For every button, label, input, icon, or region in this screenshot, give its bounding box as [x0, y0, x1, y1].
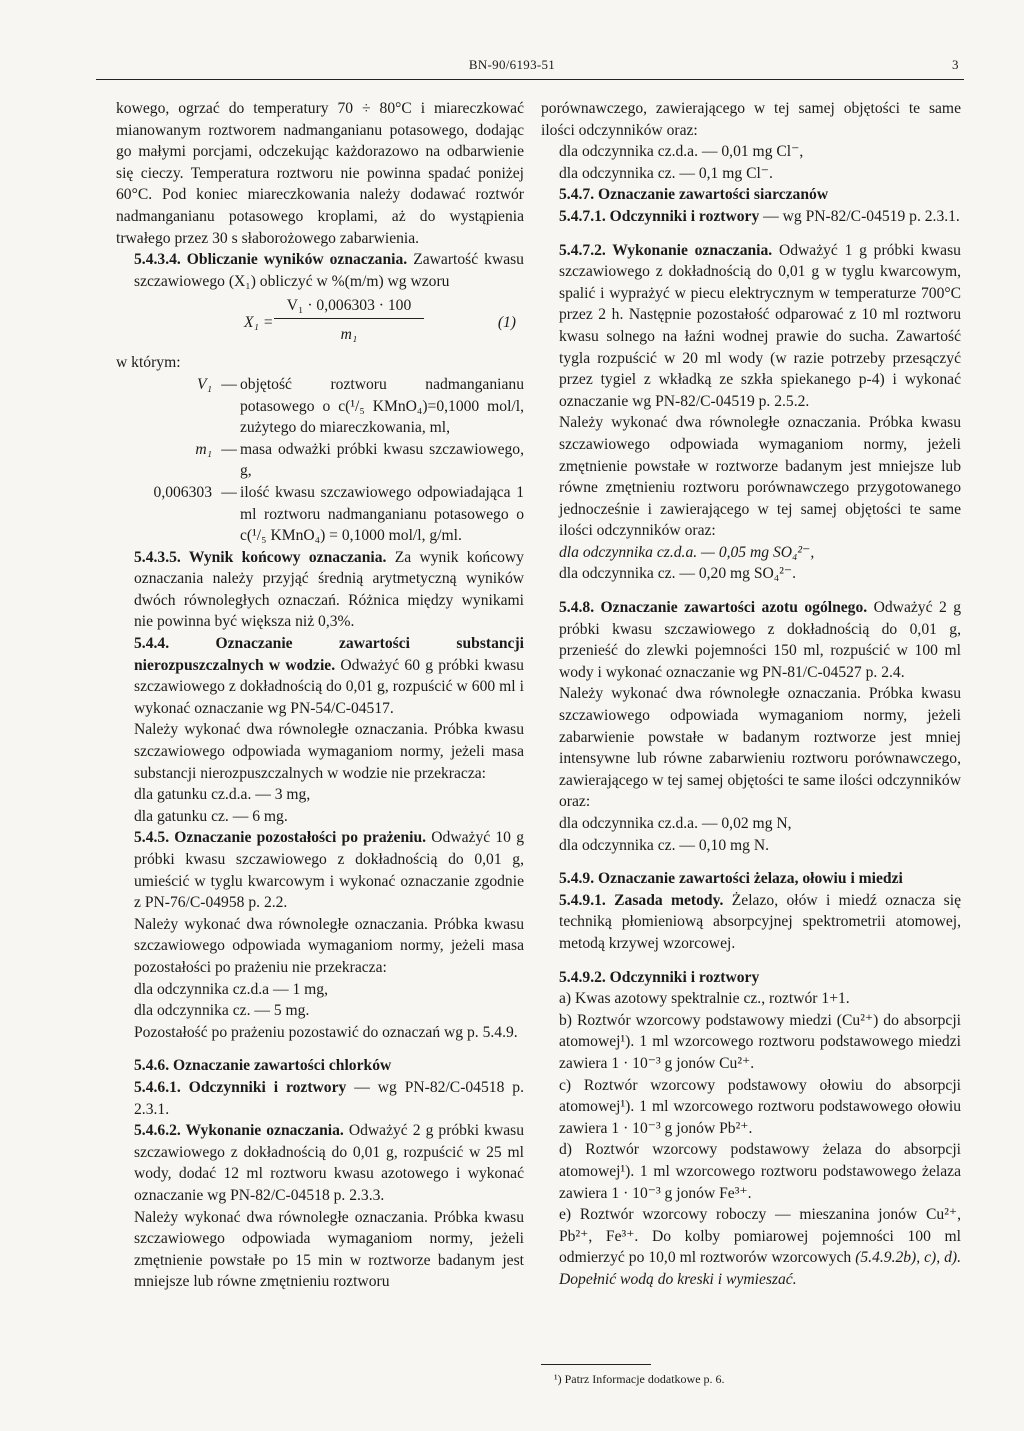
spacer — [116, 1043, 524, 1055]
section-heading: 5.4.9.1. Zasada metody. — [559, 891, 724, 909]
limit-item: dla odczynnika cz.d.a. — 0,02 mg N, — [559, 815, 792, 832]
dash: — — [221, 440, 237, 458]
definition-symbol: V₁ — [197, 375, 212, 393]
limit-item: dla odczynnika cz.d.a. — 0,05 mg SO₄²⁻, — [559, 543, 815, 561]
section-text: Odważyć 10 g próbki kwasu szczawiowego z dokładnością do 0,01 g, umieścić w tyglu kwarcowym i wykonać oznaczanie zgodnie z PN-76/C-04958 p. 2.2. — [134, 829, 524, 912]
where-label: w którym: — [116, 354, 181, 372]
page-number: 3 — [952, 57, 959, 72]
reagent-item: d) Roztwór wzorcowy podstawowy żelaza do absorpcji atomowej¹). 1 ml wzorcowego roztworu podstawowego żelaza zawiera 1 · 10⁻³ g jonów Fe³⁺. — [559, 1141, 961, 1202]
formula-numerator: V₁ · 0,006303 · 100 — [286, 297, 412, 315]
section-5471 — [541, 206, 961, 228]
section-text: Odważyć 2 g próbki kwasu szczawiowego z dokładnością do 0,01 g, rozpuścić w 25 ml wody, dodać 12 ml roztworu kwasu azotowego i wykonać oznaczanie wg PN-82/C-04518 p. 2.3.3. — [134, 1122, 524, 1204]
limit-item: dla odczynnika cz.d.a. — 0,01 mg Cl⁻, — [559, 143, 804, 161]
limit-item: dla odczynnika cz. — 0,20 mg SO₄²⁻. — [559, 565, 797, 583]
section-5461 — [116, 1077, 524, 1120]
section-544 — [116, 633, 524, 719]
spacer — [541, 585, 961, 597]
fraction-bar — [274, 318, 424, 319]
definition-item — [116, 374, 524, 439]
spacer — [541, 955, 961, 967]
limit-item: dla odczynnika cz. — 5 mg. — [134, 1002, 310, 1020]
section-heading: 5.4.8. Oznaczanie zawartości azotu ogólnego. — [559, 599, 868, 617]
limit-item: dla odczynnika cz.d.a — 1 mg, — [134, 980, 328, 998]
spacer — [541, 228, 961, 240]
definition-symbol: 0,006303 — [153, 483, 212, 501]
reagent-item: c) Roztwór wzorcowy podstawowy ołowiu do absorpcji atomowej¹). 1 ml wzorcowego roztworu podstawowego ołowiu zawiera 1 · 10⁻³ g jonów Pb²⁺. — [559, 1076, 961, 1137]
section-5434 — [116, 249, 524, 292]
paragraph: porównawczego, zawierającego w tej samej objętości te same ilości odczynników oraz: — [541, 100, 961, 139]
definition-text: ilość kwasu szczawiowego odpowiadająca 1 ml roztworu nadmanganianu potasowego o c(¹/₅ KMnO₄) = 0,1000 mol/l, g/ml. — [240, 483, 524, 545]
section-heading: 5.4.6.1. Odczynniki i roztwory — [134, 1078, 347, 1096]
dash: — — [221, 375, 237, 393]
paragraph: Należy wykonać dwa równoległe oznaczania. Próbka kwasu szczawiowego odpowiada wymaganiom normy, jeżeli zabarwienie powstałe w badanym roztworze jest mniej intensywne lub równe zabarwieniu roztworu porównawczego, zawierającego w tej samej objętości te same ilości odczynników oraz: — [559, 685, 961, 811]
paragraph: Należy wykonać dwa równoległe oznaczania. Próbka kwasu szczawiowego odpowiada wymaganiom normy, jeżeli zmętnienie powstałe po 15 min w roztworze badanym jest mniejsze lub równe zmętnieniu roztworu — [134, 1208, 524, 1291]
reagent-text: e) Roztwór wzorcowy roboczy — mieszanina jonów Cu²⁺, Pb²⁺, Fe³⁺. Do kolby pomiarowej pojemności 100 ml odmierzyć po 10,0 ml roztworów wzorcowych — [559, 1206, 961, 1267]
section-5472 — [541, 240, 961, 413]
reagent-item: a) Kwas azotowy spektralnie cz., roztwór 1+1. — [559, 990, 850, 1008]
section-text: Odważyć 1 g próbki kwasu szczawiowego z dokładnością do 0,01 g w tyglu kwarcowym, spalić i wyprażyć w piecu elektrycznym w temperaturze 700°C przez 2 h. Następnie pozostałość odparować z 10 ml roztworu kwasu solnego na łaźni wodnej prawie do sucha. Zawartość tygla rozpuścić w 20 ml wody (w razie potrzeby przesączyć przez tygiel z wkładką ze szkła spiekanego p-4) i wykonać oznaczanie wg PN-82/C-04519 p. 2.5.2. — [559, 241, 961, 410]
section-text: Żelazo, ołów i miedź oznacza się techniką płomieniową absorpcyjnej spektrometrii atomowej, metodą krzywej wzorcowej. — [559, 891, 961, 952]
section-text: Odważyć 60 g próbki kwasu szczawiowego z dokładnością do 0,01 g, rozpuścić w 600 ml i wykonać oznaczanie wg PN-54/C-04517. — [134, 656, 524, 717]
limit-item: dla odczynnika cz. — 0,1 mg Cl⁻. — [559, 164, 773, 182]
section-5435 — [116, 547, 524, 633]
section-545 — [116, 827, 524, 913]
paragraph: kowego, ogrzać do temperatury 70 ÷ 80°C i miareczkować mianowanym roztworem nadmanganianu potasowego, dodając go małymi porcjami, odczekując każdorazowo na odbarwienie się cieczy. Temperatura roztworu nie powinna spadać poniżej 60°C. Pod koniec miareczkowania należy dodawać roztwór nadmanganianu potasowego kroplami, aż do wystąpienia trwałego przez 30 s słaborożowego zabarwienia. — [116, 100, 524, 247]
definition-item — [116, 439, 524, 482]
paragraph: Należy wykonać dwa równoległe oznaczania. Próbka kwasu szczawiowego odpowiada wymaganiom normy, jeżeli masa substancji nierozpuszczalnych w wodzie nie przekracza: — [134, 721, 524, 782]
left-column — [116, 98, 524, 1293]
section-heading: 5.4.7. Oznaczanie zawartości siarczanów — [559, 186, 829, 204]
definition-item — [116, 482, 524, 547]
section-heading: 5.4.6. Oznaczanie zawartości chlorków — [134, 1057, 392, 1075]
reagent-item — [541, 1204, 961, 1290]
footnote-rule — [541, 1364, 651, 1365]
section-heading: 5.4.6.2. Wykonanie oznaczania. — [134, 1122, 344, 1140]
formula-lhs: X₁ = — [244, 314, 274, 332]
section-text: Za wynik końcowy oznaczania należy przyjąć średnią arytmetyczną wyników dwóch równoległych oznaczań. Różnica między wynikami nie powinna być większa niż 0,3%. — [134, 548, 524, 631]
section-heading: 5.4.4. Oznaczanie zawartości substancji nierozpuszczalnych w wodzie. — [134, 635, 524, 674]
dash: — — [221, 483, 237, 501]
section-heading: 5.4.3.5. Wynik końcowy oznaczania. — [134, 548, 387, 566]
section-text: Zawartość kwasu szczawiowego (X₁) obliczyć w %(m/m) wg wzoru — [134, 251, 524, 290]
formula-denominator: m₁ — [340, 326, 358, 344]
limit-item: dla gatunku cz. — 6 mg. — [134, 807, 288, 825]
paragraph: Należy wykonać dwa równoległe oznaczania. Próbka kwasu szczawiowego odpowiada wymaganiom normy, jeżeli masa pozostałości po prażeniu nie przekracza: — [134, 915, 524, 976]
section-text: — wg PN-82/C-04518 p. 2.3.1. — [134, 1078, 524, 1118]
reagent-text-italic: (5.4.9.2b), c), d). Dopełnić wodą do kreski i wymieszać. — [559, 1249, 961, 1288]
section-heading: 5.4.7.2. Wykonanie oznaczania. — [559, 241, 773, 259]
section-text: Odważyć 2 g próbki kwasu szczawiowego z dokładnością do 0,01 g, przenieść do zlewki pojemności 150 ml, rozpuścić w 100 ml wody i wykonać oznaczanie wg PN-81/C-04527 p. 2.4. — [559, 599, 961, 681]
section-5462 — [116, 1120, 524, 1206]
limit-item: dla gatunku cz.d.a. — 3 mg, — [134, 786, 311, 804]
section-text: — wg PN-82/C-04519 p. 2.3.1. — [763, 207, 960, 225]
definition-text: objętość roztworu nadmanganianu potasowego o c(¹/₅ KMnO₄)=0,1000 mol/l, zużytego do miareczkowania, ml, — [240, 375, 524, 437]
definition-symbol: m₁ — [195, 440, 212, 458]
section-heading: 5.4.7.1. Odczynniki i roztwory — [559, 207, 760, 225]
footnote: ¹) Patrz Informacje dodatkowe p. 6. — [554, 1372, 725, 1386]
paragraph: Pozostałość po prażeniu pozostawić do oznaczań wg p. 5.4.9. — [134, 1023, 518, 1041]
reagent-item: b) Roztwór wzorcowy podstawowy miedzi (Cu²⁺) do absorpcji atomowej¹). 1 ml wzorcowego roztworu podstawowego miedzi zawiera 1 · 10⁻³ g jonów Cu²⁺. — [559, 1011, 961, 1072]
document-code: BN-90/6193-51 — [468, 57, 556, 72]
paragraph: Należy wykonać dwa równoległe oznaczania. Próbka kwasu szczawiowego odpowiada wymaganiom normy, jeżeli zmętnienie powstałe w roztworze badanym jest mniejsze lub równe zmętnieniu roztworu porównawczego przygotowanego jednocześnie i zawierającego w tej samej objętości te same ilości odczynników oraz: — [559, 414, 961, 540]
right-column — [541, 98, 961, 1290]
spacer — [541, 856, 961, 868]
section-heading: 5.4.5. Oznaczanie pozostałości po prażeniu. — [134, 829, 427, 847]
header-rule — [96, 79, 964, 80]
formula-number: (1) — [497, 314, 516, 332]
limit-item: dla odczynnika cz. — 0,10 mg N. — [559, 836, 770, 854]
definitions-list — [116, 374, 524, 547]
section-heading: 5.4.3.4. Obliczanie wyników oznaczania. — [134, 251, 408, 269]
section-5491 — [541, 890, 961, 955]
section-548 — [541, 597, 961, 683]
section-heading: 5.4.9.2. Odczynniki i roztwory — [559, 968, 760, 986]
formula — [116, 296, 524, 350]
section-heading: 5.4.9. Oznaczanie zawartości żelaza, ołowiu i miedzi — [559, 870, 903, 888]
definition-text: masa odważki próbki kwasu szczawiowego, g, — [240, 440, 524, 480]
